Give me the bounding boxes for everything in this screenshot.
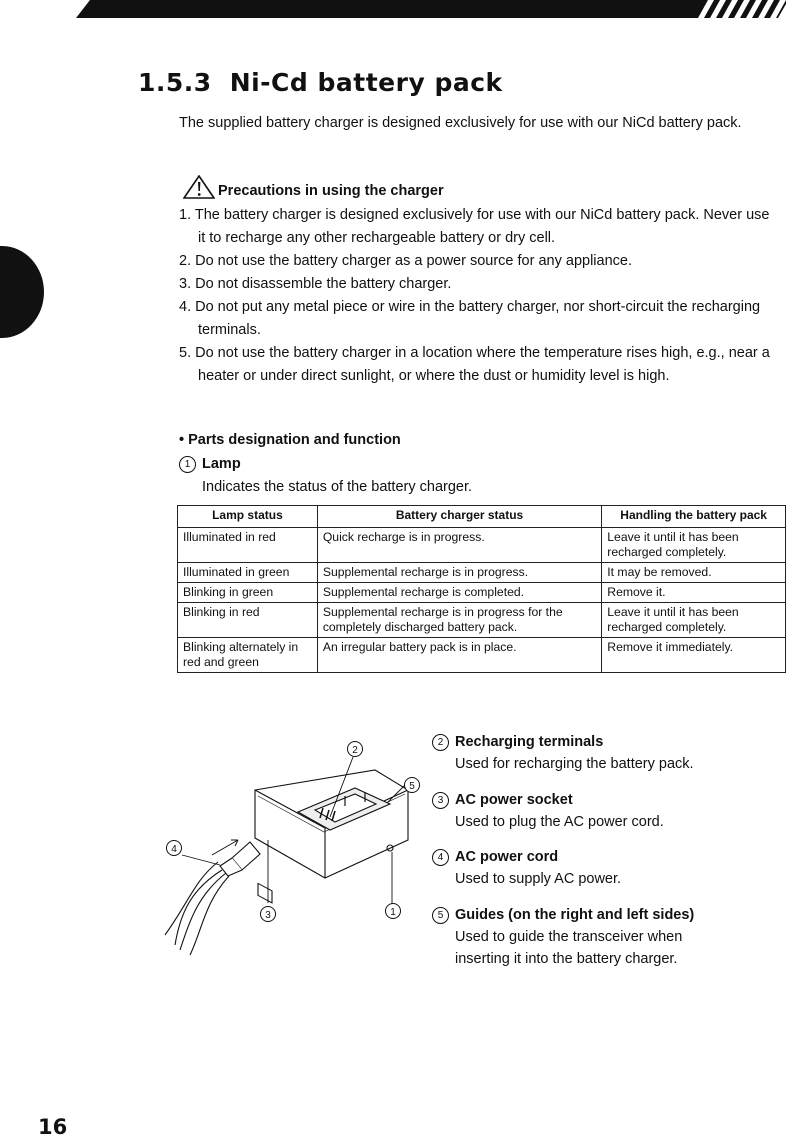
part-title: AC power cord [455,849,559,865]
marker-1: 1 [179,456,196,473]
table-cell: Blinking in red [178,603,318,638]
callout-2: 2 [352,745,358,756]
table-cell: Blinking in green [178,583,318,603]
lamp-heading [179,456,241,473]
table-cell: It may be removed. [602,563,786,583]
page-number: 16 [38,1115,68,1139]
lamp-status-table [177,505,786,673]
table-row [178,583,786,603]
part-title: AC power socket [455,792,573,808]
chapter-tab [0,246,44,338]
column-header: Lamp status [178,506,318,528]
table-cell: Supplemental recharge is in progress for the completely discharged battery pack. [317,603,601,638]
callout-5: 5 [409,781,415,792]
part-item [432,846,772,890]
marker-5: 5 [432,907,449,924]
column-header: Battery charger status [317,506,601,528]
section-number: 1.5.3 [138,68,212,97]
part-item [432,731,772,775]
part-desc: Used for recharging the battery pack. [455,756,694,772]
callout-3: 3 [265,910,271,921]
table-cell: An irregular battery pack is in place. [317,638,601,673]
marker-2: 2 [432,734,449,751]
list-item: 3. Do not disassemble the battery charger. [179,276,452,292]
table-row [178,528,786,563]
precautions-title: Precautions in using the charger [218,183,444,199]
list-item: 5. Do not use the battery charger in a location where the temperature rises high, e.g., near a heater or under direct sunlight, or where the dust or humidity level is high. [179,345,770,384]
column-header: Handling the battery pack [602,506,786,528]
table-row [178,563,786,583]
intro-text: The supplied battery charger is designed exclusively for use with our NiCd battery pack. [179,115,742,131]
lamp-desc: Indicates the status of the battery charger. [202,479,473,495]
table-cell: Blinking alternately in red and green [178,638,318,673]
warning-icon [183,175,215,199]
charger-illustration [150,730,430,965]
part-desc: Used to guide the transceiver when inserting it into the battery charger. [455,929,683,967]
lamp-title: Lamp [202,456,241,472]
callout-4: 4 [171,844,177,855]
list-item: 1. The battery charger is designed exclusively for use with our NiCd battery pack. Never use it to recharge any other rechargeable battery or dry cell. [179,207,770,246]
part-desc: Used to plug the AC power cord. [455,814,664,830]
table-cell: Illuminated in red [178,528,318,563]
table-cell: Illuminated in green [178,563,318,583]
table-row [178,603,786,638]
header-stripe [0,0,786,22]
callout-1: 1 [390,907,396,918]
table-cell: Supplemental recharge is in progress. [317,563,601,583]
part-item [432,789,772,833]
table-cell: Remove it immediately. [602,638,786,673]
list-item: 2. Do not use the battery charger as a power source for any appliance. [179,253,632,269]
table-row [178,638,786,673]
precautions-heading [183,175,444,199]
table-cell: Remove it. [602,583,786,603]
part-title: Recharging terminals [455,734,604,750]
part-title: Guides (on the right and left sides) [455,907,695,923]
section-title: Ni-Cd battery pack [229,68,503,97]
section-heading [138,68,503,97]
marker-3: 3 [432,792,449,809]
part-item [432,904,772,970]
precautions-list [179,204,779,388]
table-cell: Leave it until it has been recharged completely. [602,603,786,638]
marker-4: 4 [432,849,449,866]
list-item: 4. Do not put any metal piece or wire in the battery charger, nor short-circuit the recharging terminals. [179,299,761,338]
parts-heading: • Parts designation and function [179,432,401,448]
table-cell: Leave it until it has been recharged completely. [602,528,786,563]
table-cell: Supplemental recharge is completed. [317,583,601,603]
table-cell: Quick recharge is in progress. [317,528,601,563]
part-desc: Used to supply AC power. [455,871,622,887]
